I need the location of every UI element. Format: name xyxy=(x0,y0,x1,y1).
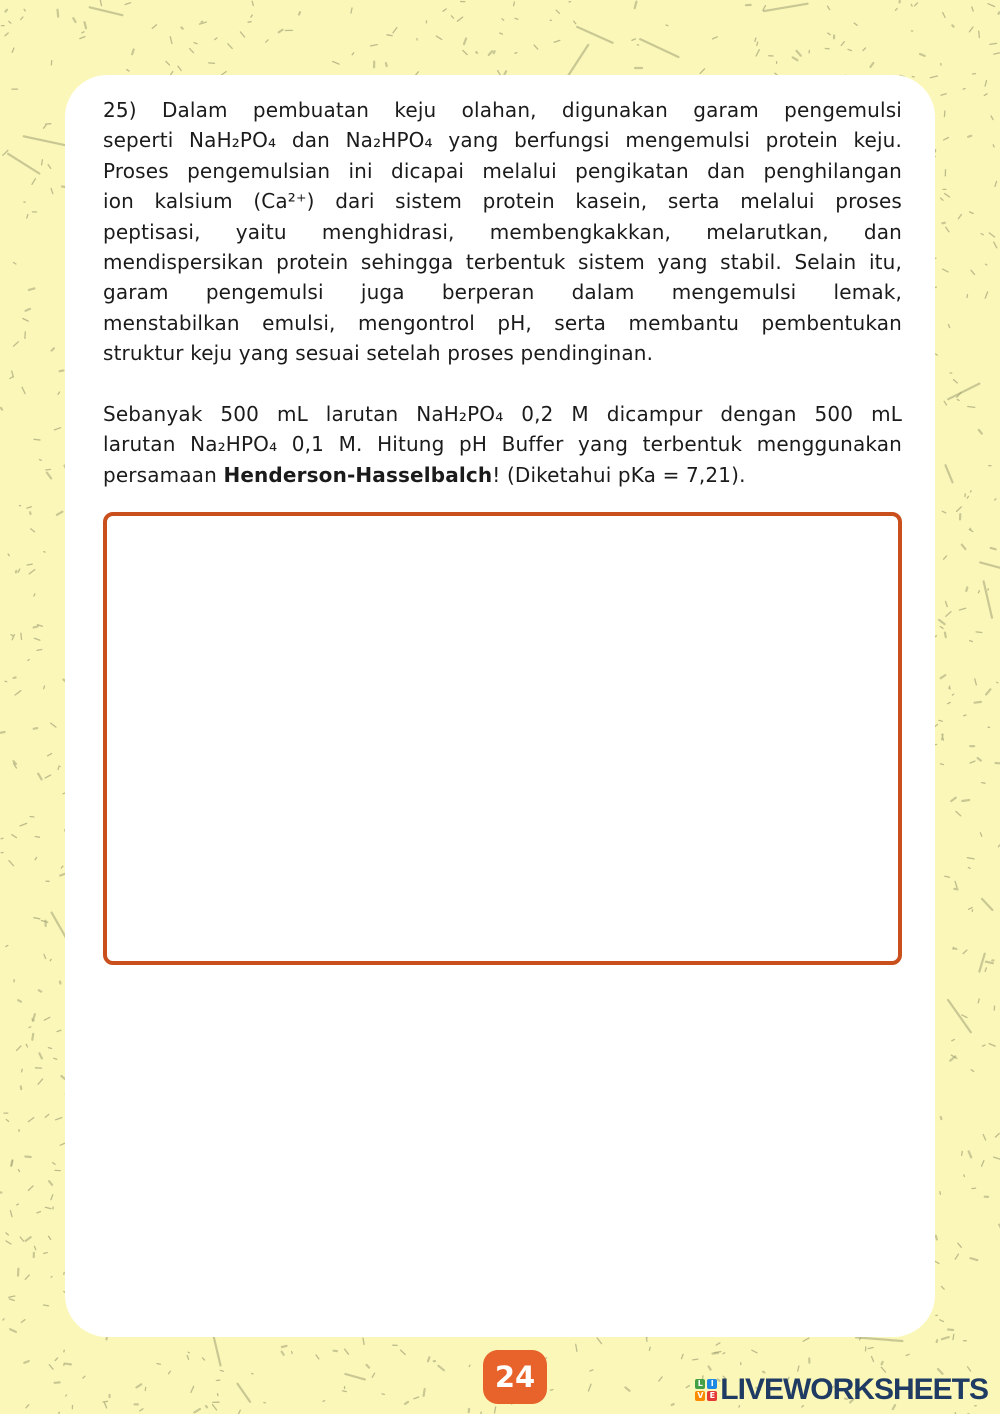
answer-textbox[interactable] xyxy=(103,512,902,965)
question-number: 25) xyxy=(103,98,137,122)
task-text-line xyxy=(103,460,902,490)
task-text-line: Sebanyak 500 mL larutan NaH₂PO₄ 0,2 M dicampur dengan 500 mL xyxy=(103,402,902,427)
logo-square-i: I xyxy=(707,1379,717,1389)
question-text-line: seperti NaH₂PO₄ dan Na₂HPO₄ yang berfungsi mengemulsi protein keju. xyxy=(103,128,902,153)
question-text-line: struktur keju yang sesuai setelah proses pendinginan. xyxy=(103,341,654,366)
question-text-line: ion kalsium (Ca²⁺) dari sistem protein kasein, serta melalui proses xyxy=(103,189,902,214)
question-text-line: garam pengemulsi juga berperan dalam mengemulsi lemak, xyxy=(103,280,902,305)
question-text xyxy=(103,95,902,490)
question-text-line: menstabilkan emulsi, mengontrol pH, serta membantu pembentukan xyxy=(103,310,902,335)
logo-square-e: E xyxy=(707,1391,717,1401)
page-number-badge xyxy=(483,1350,547,1404)
method-name-emphasis: Henderson-Hasselbalch xyxy=(223,462,493,487)
task-paragraph xyxy=(103,399,902,490)
question-text-line: mendispersikan protein sehingga terbentuk sistem yang stabil. Selain itu, xyxy=(103,250,902,275)
page-number: 24 xyxy=(494,1360,536,1394)
liveworksheets-logo xyxy=(695,1375,988,1405)
intro-paragraph xyxy=(103,95,902,369)
liveworksheets-wordmark: LIVEWORKSHEETS xyxy=(720,1373,988,1406)
worksheet-card xyxy=(65,75,935,1337)
task-text-span: ! (Diketahui pKa = 7,21). xyxy=(492,462,746,487)
question-text-line: Proses pengemulsian ini dicapai melalui pengikatan dan penghilangan xyxy=(103,158,902,183)
task-text-span: persamaan xyxy=(103,462,224,487)
question-text-span: Dalam pembuatan keju olahan, digunakan garam pengemulsi xyxy=(161,98,902,122)
logo-square-v: V xyxy=(697,1391,704,1400)
liveworksheets-logo-icon xyxy=(695,1379,717,1401)
logo-square-l: L xyxy=(695,1379,705,1389)
question-text-line xyxy=(103,95,902,125)
task-text-line: larutan Na₂HPO₄ 0,1 M. Hitung pH Buffer yang terbentuk menggunakan xyxy=(103,432,902,457)
question-text-line: peptisasi, yaitu menghidrasi, membengkakkan, melarutkan, dan xyxy=(103,219,902,244)
